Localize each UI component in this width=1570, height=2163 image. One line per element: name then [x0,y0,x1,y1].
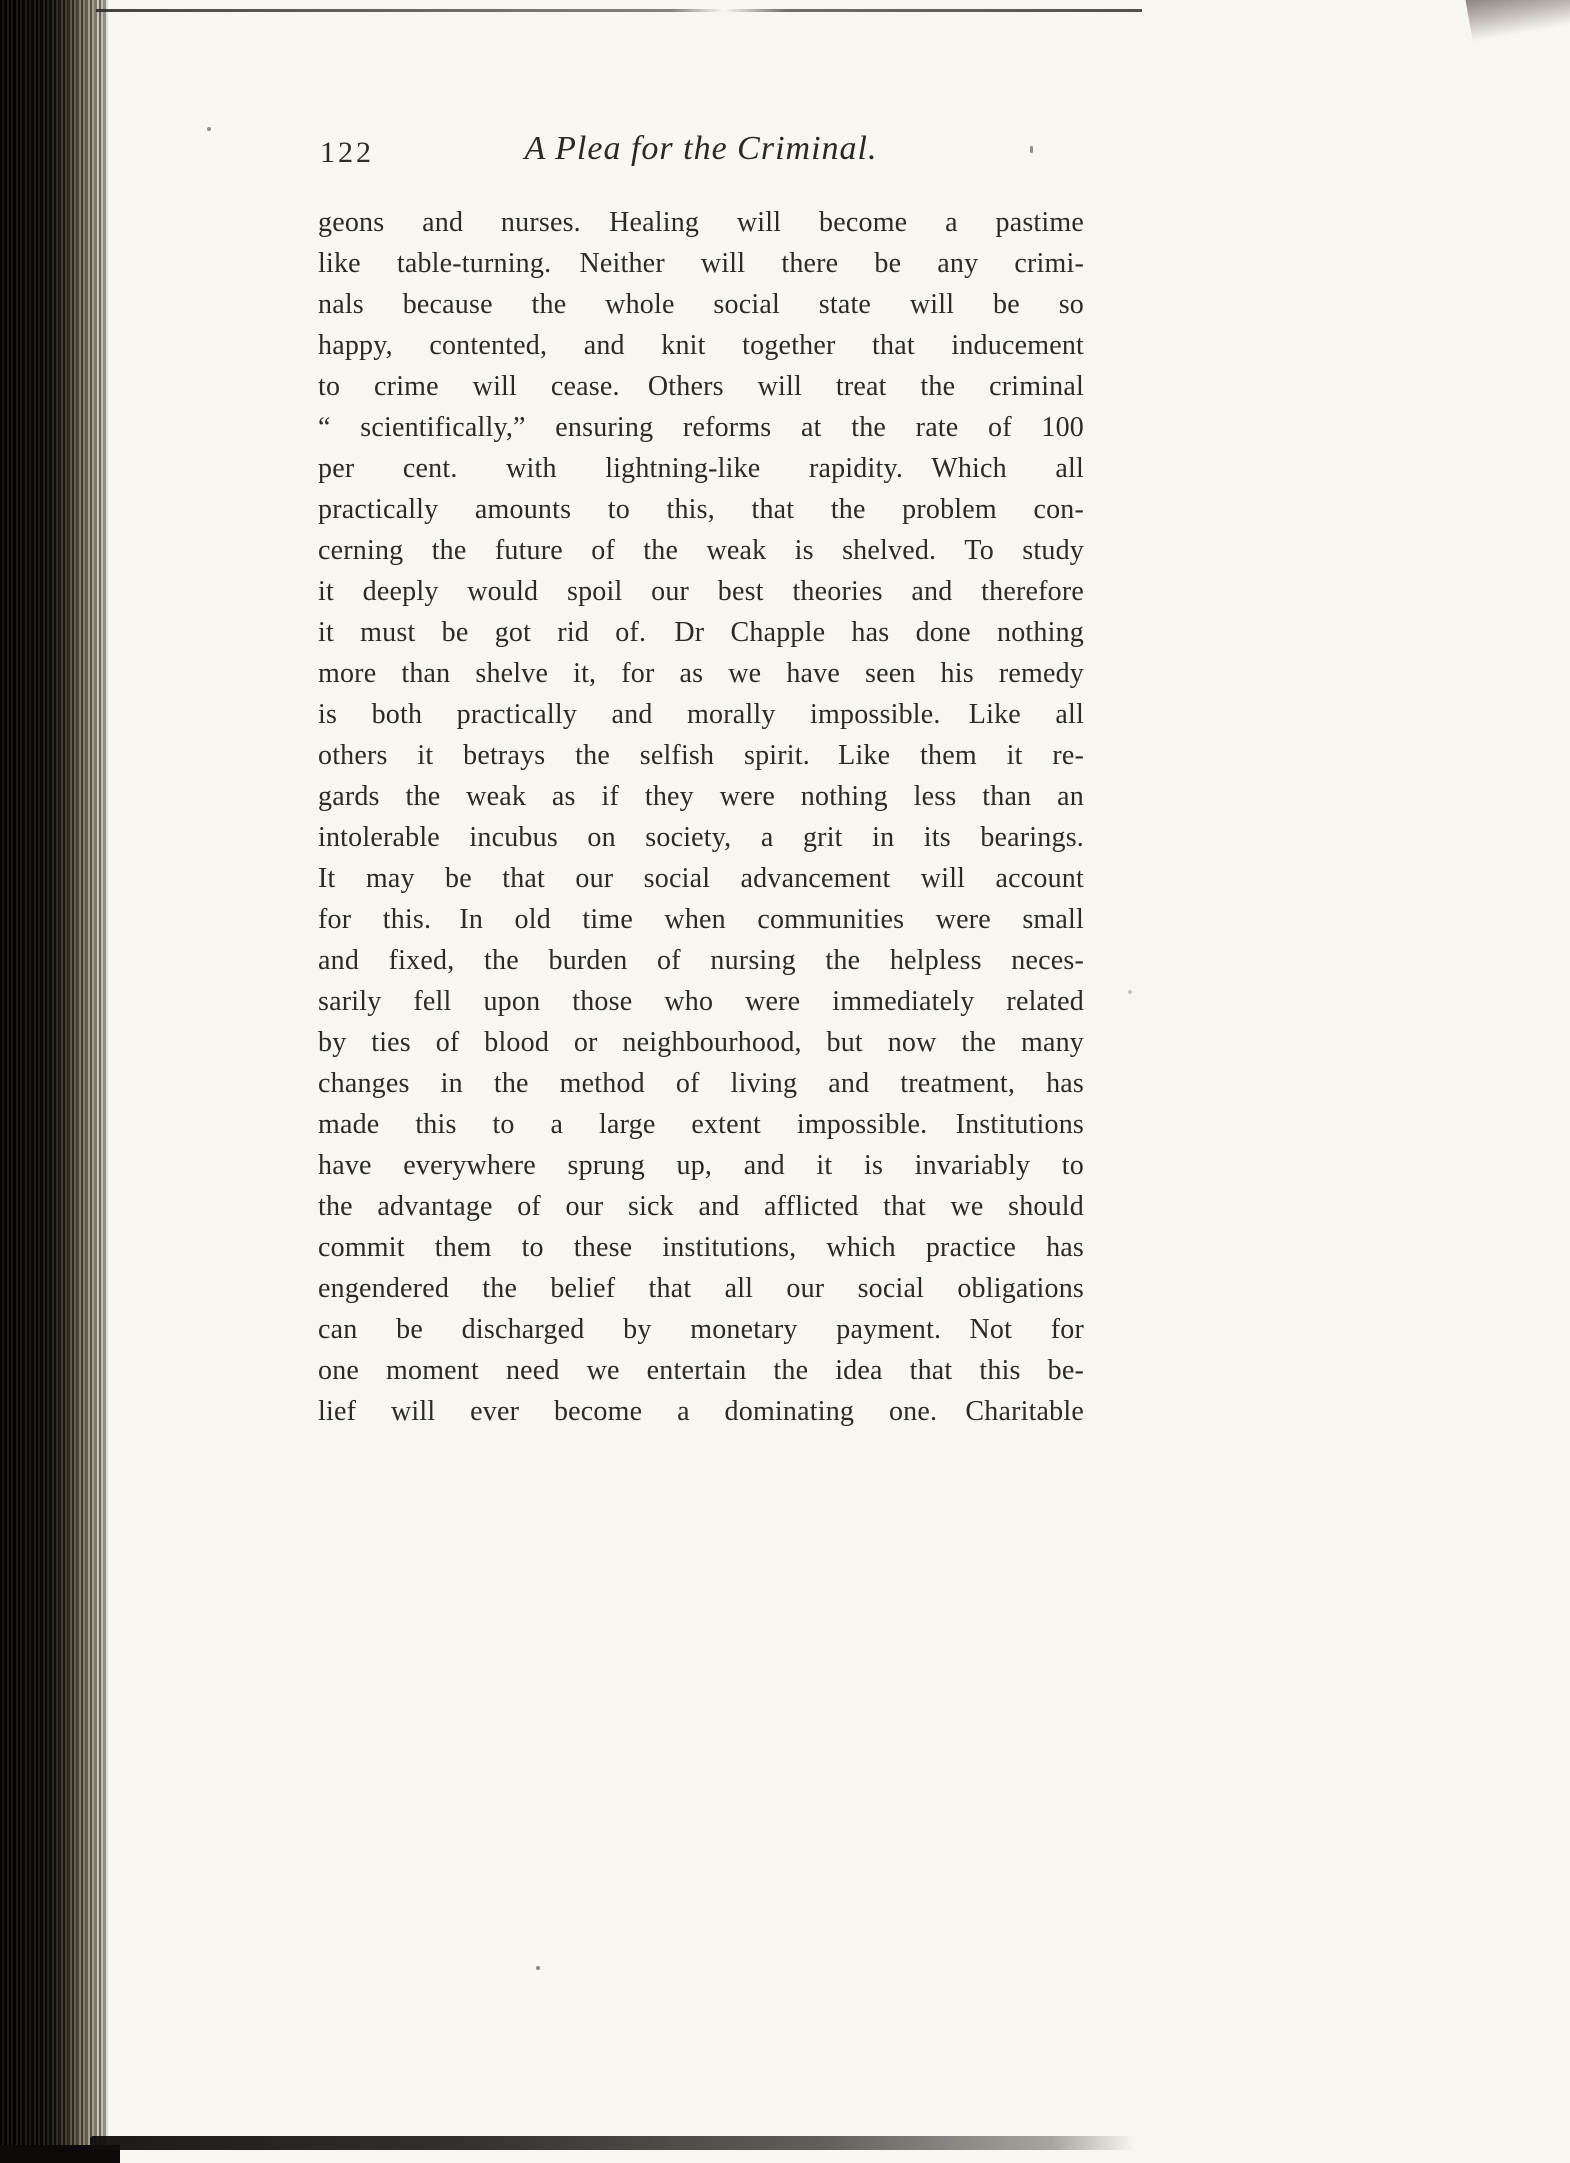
text-line: geons and nurses. Healing will become a pastime [318,207,1084,238]
page-text [318,202,1084,1432]
text-line: happy, contented, and knit together that inducement [318,330,1084,361]
text-line: lief will ever become a dominating one. Charitable [318,1396,1084,1427]
text-line: others it betrays the selfish spirit. Like them it re- [318,740,1084,771]
scan-speck [207,127,211,131]
text-line: by ties of blood or neighbourhood, but now the many [318,1027,1084,1058]
text-line: can be discharged by monetary payment. Not for [318,1314,1084,1345]
text-line: nals because the whole social state will be so [318,289,1084,320]
text-line: like table-turning. Neither will there be any crimi- [318,248,1084,279]
text-line: engendered the belief that all our social obligations [318,1273,1084,1304]
text-line: it must be got rid of. Dr Chapple has done nothing [318,617,1084,648]
text-line: made this to a large extent impossible. Institutions [318,1109,1084,1140]
text-line: commit them to these institutions, which practice has [318,1232,1084,1263]
text-line: per cent. with lightning-like rapidity. Which all [318,453,1084,484]
text-line: to crime will cease. Others will treat the criminal [318,371,1084,402]
text-line: the advantage of our sick and afflicted that we should [318,1191,1084,1222]
running-title: A Plea for the Criminal. [524,130,878,167]
text-line: sarily fell upon those who were immediately related [318,986,1084,1017]
scan-corner-smudge [1465,0,1570,42]
page-number: 122 [320,136,374,169]
text-line: one moment need we entertain the idea that this be- [318,1355,1084,1386]
text-line: practically amounts to this, that the problem con- [318,494,1084,525]
text-line: it deeply would spoil our best theories and therefore [318,576,1084,607]
text-line: “ scientifically,” ensuring reforms at the rate of 100 [318,412,1084,443]
text-line: is both practically and morally impossible. Like all [318,699,1084,730]
text-line: more than shelve it, for as we have seen his remedy [318,658,1084,689]
text-line: changes in the method of living and treatment, has [318,1068,1084,1099]
scan-top-edge-line [96,9,1142,12]
text-line: cerning the future of the weak is shelved. To study [318,535,1084,566]
running-header [318,130,1084,176]
text-line: have everywhere sprung up, and it is invariably to [318,1150,1084,1181]
text-line: intolerable incubus on society, a grit in its bearings. [318,822,1084,853]
scan-speck [1128,990,1132,994]
book-binding-edge [0,0,108,2163]
scan-speck [536,1966,540,1970]
text-line: for this. In old time when communities were small [318,904,1084,935]
text-line: gards the weak as if they were nothing less than an [318,781,1084,812]
text-line: It may be that our social advancement will account [318,863,1084,894]
scan-bottom-edge-bar [90,2136,1136,2150]
text-line: and fixed, the burden of nursing the helpless neces- [318,945,1084,976]
